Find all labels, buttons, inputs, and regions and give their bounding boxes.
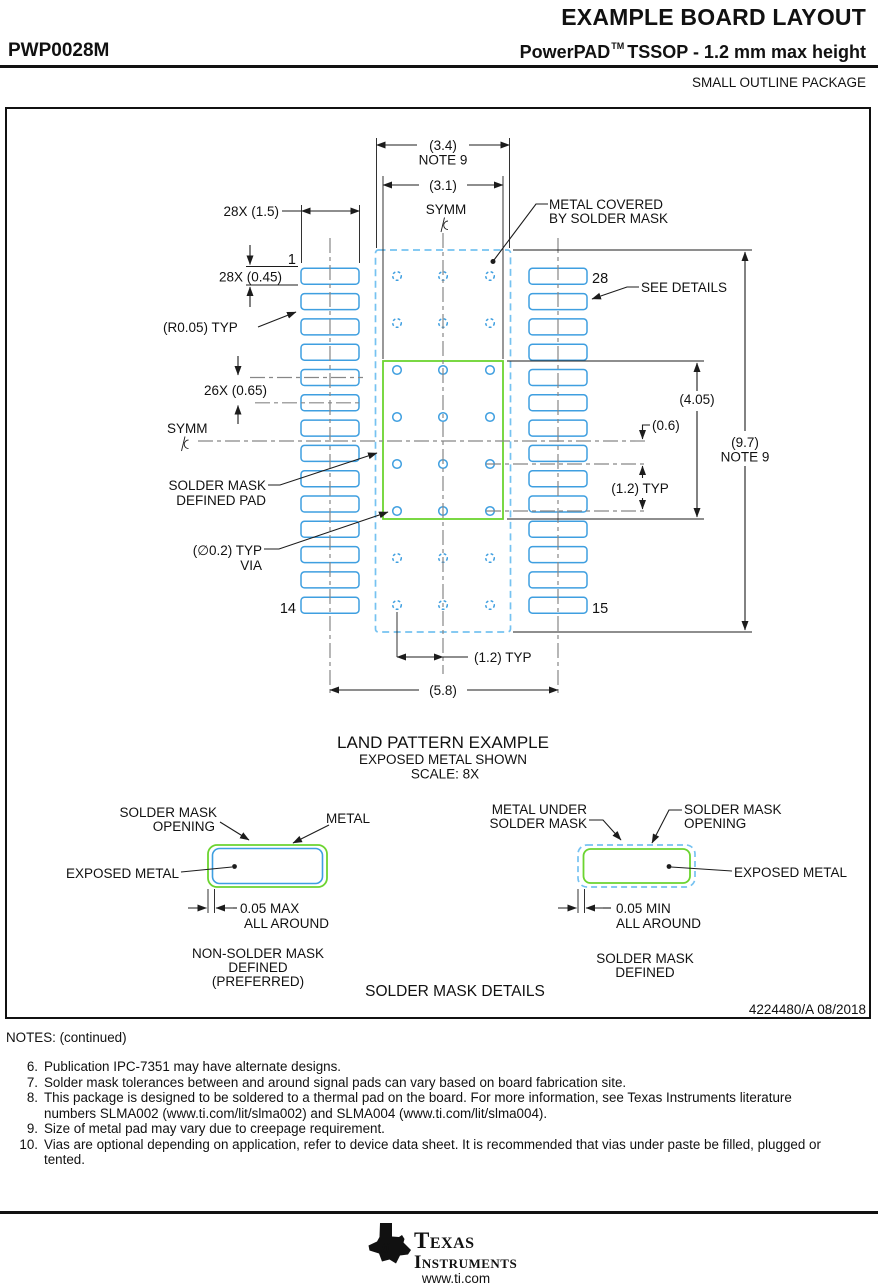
nsmd-dim-qualifier: ALL AROUND bbox=[244, 916, 330, 931]
via bbox=[486, 413, 495, 422]
note-number: 6. bbox=[26, 1059, 38, 1074]
document-number: 4224480/A 08/2018 bbox=[748, 1002, 866, 1017]
via bbox=[393, 272, 402, 281]
dim-1-2-bottom bbox=[397, 612, 532, 665]
via-label-1: (∅0.2) TYP bbox=[192, 543, 262, 558]
dim-r0-05 bbox=[163, 312, 296, 335]
note-item bbox=[6, 1137, 836, 1168]
trademark-mark: TM bbox=[611, 41, 625, 51]
smd-caption-2: DEFINED bbox=[615, 965, 675, 980]
land-pattern-title: LAND PATTERN EXAMPLE bbox=[337, 733, 549, 752]
package-type: TSSOP - 1.2 mm max height bbox=[627, 42, 866, 62]
smd-opening-label-2: OPENING bbox=[684, 816, 747, 831]
metal-covered-callout bbox=[491, 197, 669, 264]
via bbox=[486, 272, 495, 281]
smd-pad-label-2: DEFINED PAD bbox=[176, 493, 266, 508]
symm-left-label: SYMM bbox=[167, 421, 208, 436]
smd-metal-under-label-1: METAL UNDER bbox=[491, 802, 587, 817]
dim-4-05-label: (4.05) bbox=[679, 392, 715, 407]
smd-pad-label-1: SOLDER MASK bbox=[168, 478, 266, 493]
symm-top bbox=[426, 202, 467, 232]
smd-solder-mask-opening-shape bbox=[584, 849, 691, 883]
dim-1-2-right bbox=[611, 466, 669, 509]
dim-0-6-label: (0.6) bbox=[652, 418, 680, 433]
notes-heading: NOTES: (continued) bbox=[6, 1030, 127, 1045]
header-rule bbox=[0, 65, 878, 68]
smd-metal-under-mask-shape bbox=[578, 845, 695, 887]
package-subtitle: SMALL OUTLINE PACKAGE bbox=[691, 75, 866, 90]
dim-28x-1-5-label: 28X (1.5) bbox=[223, 204, 279, 219]
nsmd-solder-mask-opening-shape bbox=[208, 845, 327, 887]
part-number: PWP0028M bbox=[8, 40, 110, 61]
nsmd-dim-value: 0.05 MAX bbox=[240, 901, 300, 916]
note-item bbox=[6, 1121, 836, 1137]
dim-3-4-note: NOTE 9 bbox=[418, 152, 468, 168]
symm-top-label: SYMM bbox=[425, 202, 467, 217]
detail-smd bbox=[489, 802, 847, 980]
note-item bbox=[6, 1059, 836, 1075]
note-number: 10. bbox=[19, 1136, 38, 1152]
dim-5-8 bbox=[330, 683, 558, 698]
nsmd-opening-label-1: SOLDER MASK bbox=[119, 805, 217, 820]
land-pattern-scale: SCALE: 8X bbox=[410, 766, 480, 782]
solder-mask-details-title: SOLDER MASK DETAILS bbox=[365, 983, 545, 1000]
symm-left bbox=[167, 421, 208, 451]
note-number: 7. bbox=[26, 1074, 38, 1090]
via bbox=[393, 460, 402, 469]
dim-9-7-label: (9.7) bbox=[731, 435, 759, 450]
dim-26x-0-65-label: 26X (0.65) bbox=[204, 383, 268, 398]
via bbox=[393, 554, 402, 563]
centerline-symbol-left bbox=[182, 437, 189, 452]
via-label-2: VIA bbox=[240, 558, 262, 573]
drawing-frame bbox=[5, 107, 871, 1019]
ti-monogram: ti bbox=[381, 1241, 390, 1256]
dim-3-4-label: (3.4) bbox=[429, 138, 457, 153]
via bbox=[486, 366, 495, 375]
pin-1-label: 1 bbox=[287, 252, 296, 268]
pin-14-label: 14 bbox=[279, 601, 296, 617]
nsmd-metal-label: METAL bbox=[326, 811, 371, 826]
dim-28x-0-45 bbox=[219, 245, 298, 307]
nsmd-caption-2: DEFINED bbox=[228, 960, 288, 975]
website-url: www.ti.com bbox=[421, 1271, 491, 1286]
dim-3-1-label: (3.1) bbox=[429, 178, 457, 193]
via bbox=[393, 319, 402, 328]
dim-1-2-right-label: (1.2) TYP bbox=[611, 481, 669, 496]
centerline-symbol-top bbox=[441, 218, 448, 233]
dim-28x-0-45-label: 28X (0.45) bbox=[219, 269, 283, 285]
note-item bbox=[6, 1075, 836, 1091]
dim-5-8-label: (5.8) bbox=[429, 683, 457, 698]
notes-list bbox=[6, 1059, 836, 1168]
note-text: Solder mask tolerances between and around signal pads can vary based on board fabrication site. bbox=[44, 1074, 627, 1090]
dim-0-6 bbox=[643, 418, 680, 439]
note-text: Size of metal pad may vary due to creepage requirement. bbox=[44, 1121, 385, 1136]
smd-metal-under-label-2: SOLDER MASK bbox=[489, 816, 587, 831]
dim-3-4 bbox=[377, 138, 510, 248]
metal-covered-label-1: METAL COVERED bbox=[549, 197, 664, 212]
brand-wordmark bbox=[414, 1229, 517, 1272]
via bbox=[393, 601, 402, 610]
note-number: 8. bbox=[26, 1090, 38, 1105]
nsmd-opening-label-2: OPENING bbox=[152, 819, 215, 834]
nsmd-exposed-metal-label: EXPOSED METAL bbox=[65, 866, 179, 881]
see-details-label: SEE DETAILS bbox=[641, 280, 728, 295]
page-title: EXAMPLE BOARD LAYOUT bbox=[561, 4, 866, 30]
smd-exposed-metal-label: EXPOSED METAL bbox=[734, 865, 848, 880]
metal-covered-label-2: BY SOLDER MASK bbox=[549, 211, 669, 226]
smd-dim-qualifier: ALL AROUND bbox=[616, 916, 702, 931]
package-brand: PowerPAD bbox=[519, 42, 611, 62]
dim-9-7-note: NOTE 9 bbox=[720, 449, 770, 465]
dim-26x-0-65 bbox=[204, 356, 267, 424]
detail-nsmd bbox=[66, 805, 371, 989]
smd-dim-value: 0.05 MIN bbox=[616, 901, 671, 916]
nsmd-metal-shape bbox=[213, 849, 323, 884]
land-pattern-drawing bbox=[7, 109, 869, 1017]
pin-28-label: 28 bbox=[592, 271, 609, 287]
via bbox=[393, 366, 402, 375]
ti-texas-logo-icon bbox=[366, 1222, 412, 1268]
dim-r0-05-label: (R0.05) TYP bbox=[163, 320, 238, 335]
via bbox=[486, 319, 495, 328]
footer-rule bbox=[0, 1211, 878, 1214]
see-details-callout bbox=[592, 280, 727, 299]
note-item bbox=[6, 1090, 836, 1121]
via bbox=[486, 601, 495, 610]
note-text: This package is designed to be soldered to a thermal pad on the board. For more information, see Texas Instruments literature numbers SLMA002 (www.ti.com/lit/slma002) and SLMA004 (www.ti.com/lit/slma004). bbox=[44, 1090, 792, 1121]
via-callout bbox=[193, 512, 388, 573]
note-text: Publication IPC-7351 may have alternate designs. bbox=[44, 1059, 342, 1074]
nsmd-caption-3: (PREFERRED) bbox=[211, 974, 305, 989]
smd-opening-label-1: SOLDER MASK bbox=[684, 802, 782, 817]
pin-15-label: 15 bbox=[592, 601, 609, 617]
dim-1-2-bottom-label: (1.2) TYP bbox=[474, 650, 532, 665]
brand-line-2: Instruments bbox=[414, 1252, 518, 1273]
note-number: 9. bbox=[26, 1121, 38, 1136]
package-description bbox=[520, 41, 866, 63]
brand-line-1: Texas bbox=[414, 1228, 475, 1253]
via bbox=[393, 507, 402, 516]
land-pattern-subtitle: EXPOSED METAL SHOWN bbox=[358, 752, 528, 767]
note-text: Vias are optional depending on application, refer to device data sheet. It is recommended that vias under paste be filled, plugged or tented. bbox=[44, 1136, 821, 1167]
via bbox=[393, 413, 402, 422]
via bbox=[486, 554, 495, 563]
smd-caption-1: SOLDER MASK bbox=[596, 951, 694, 966]
nsmd-caption-1: NON-SOLDER MASK bbox=[191, 946, 325, 961]
